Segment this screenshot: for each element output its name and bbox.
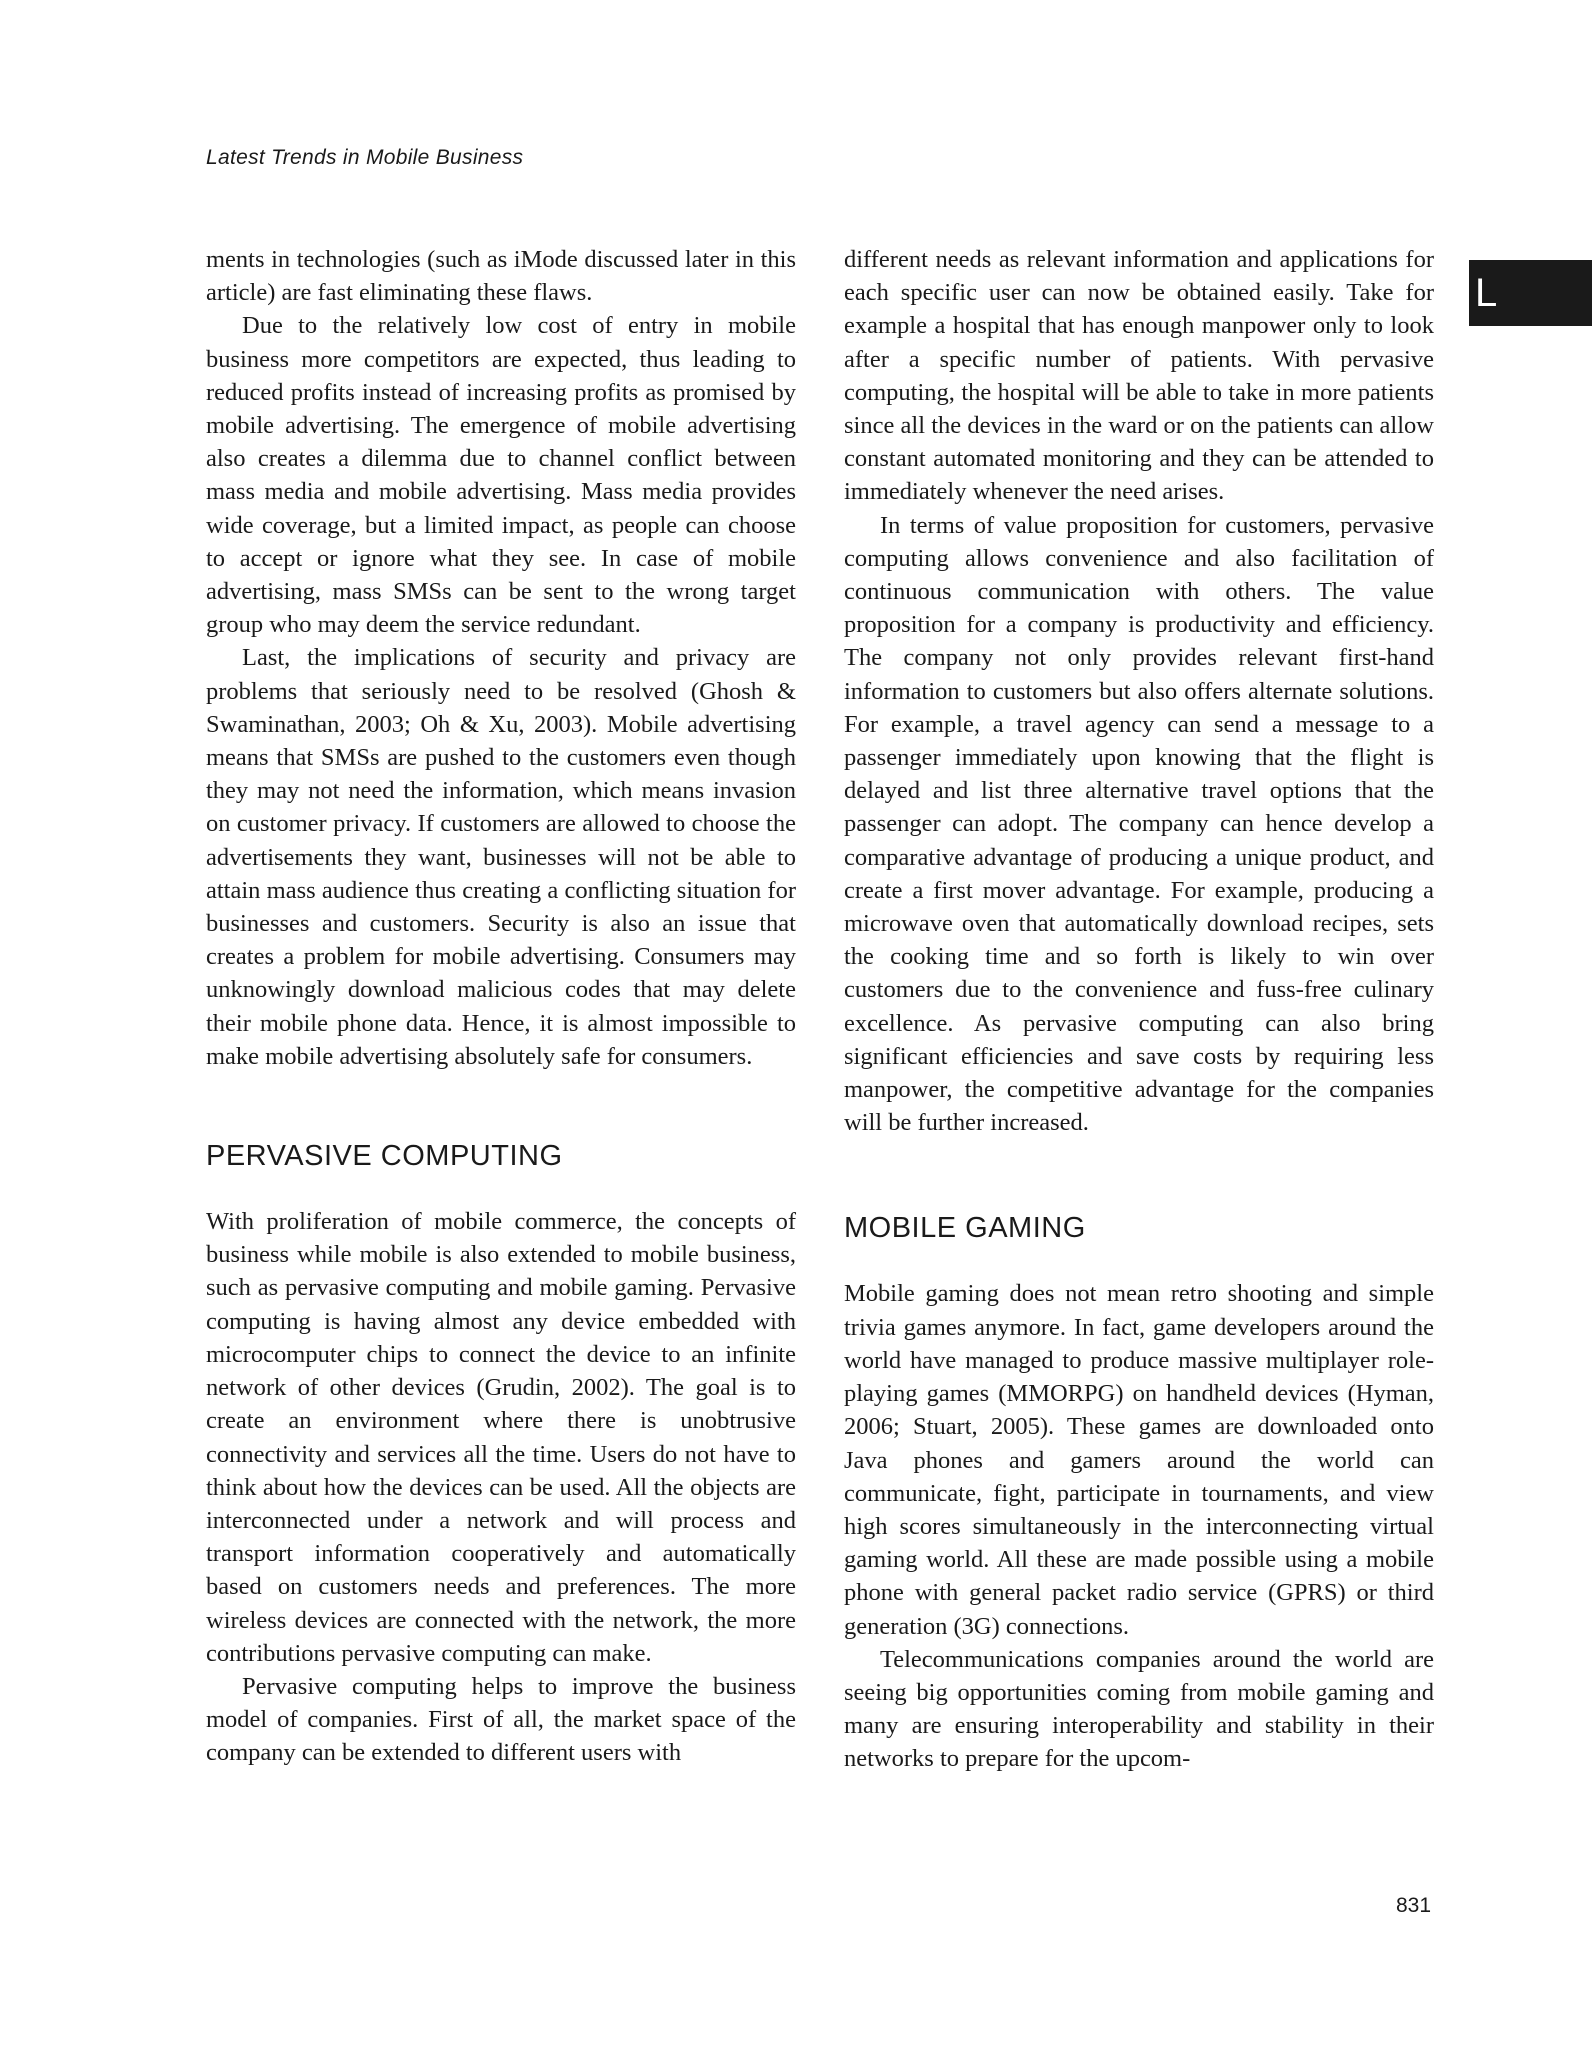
section-heading-mobile-gaming: MOBILE GAMING bbox=[844, 1212, 1086, 1245]
section-letter-tab: L bbox=[1469, 260, 1592, 326]
paragraph: Pervasive computing helps to improve the business model of companies. First of all, the market space of the company can be extended to different users with bbox=[206, 1672, 796, 1767]
section-heading-pervasive-computing: PERVASIVE COMPUTING bbox=[206, 1140, 563, 1173]
right-column bbox=[844, 243, 1434, 1776]
paragraph: Mobile gaming does not mean retro shooting and simple trivia games anymore. In fact, game developers around the world have managed to produce massive multiplayer role-playing games (MMORPG) on handheld devices (Hyman, 2006; Stuart, 2005). These games are downloaded onto Java phones and gamers around the world can communicate, fight, participate in tournaments, and view high scores simultaneously in the interconnecting virtual gaming world. All these are made possible using a mobile phone with general packet radio service (GPRS) or third generation (3G) connections. bbox=[844, 1280, 1434, 1640]
left-column bbox=[206, 243, 796, 1770]
paragraph: Last, the implications of security and privacy are problems that seriously need to be resolved (Ghosh & Swaminathan, 2003; Oh & Xu, 2003). Mobile advertising means that SMSs are pushed to the customers even though they may not need the information, which means invasion on customer privacy. If customers are allowed to choose the advertisements they want, businesses will not be able to attain mass audience thus creating a conflicting situation for businesses and customers. Security is also an issue that creates a problem for mobile advertising. Consumers may unknowingly download malicious codes that may delete their mobile phone data. Hence, it is almost impossible to make mobile advertising absolutely safe for consumers. bbox=[206, 644, 796, 1070]
paragraph: ments in technologies (such as iMode discussed later in this article) are fast eliminating these flaws. bbox=[206, 246, 796, 307]
paragraph: In terms of value proposition for customers, pervasive computing allows convenience and also facilitation of continuous communication with others. The value proposition for a company is productivity and efficiency. The company not only provides relevant first-hand information to customers but also offers alternate solutions. For example, a travel agency can send a message to a passenger immediately upon knowing that the flight is delayed and list three alternative travel options that the passenger can adopt. The company can hence develop a comparative advantage of producing a unique product, and create a first mover advantage. For example, producing a microwave oven that automatically download recipes, sets the cooking time and so forth is likely to win over customers due to the convenience and fuss-free culinary excellence. As pervasive computing can also bring significant efficiencies and save costs by requiring less manpower, the competitive advantage for the companies will be further increased. bbox=[844, 511, 1434, 1137]
paragraph: different needs as relevant information and applications for each specific user can now be obtained easily. Take for example a hospital that has enough manpower only to look after a specific number of patients. With pervasive computing, the hospital will be able to take in more patients since all the devices in the ward or on the patients can allow constant automated monitoring and they can be attended to immediately whenever the need arises. bbox=[844, 246, 1434, 506]
running-title: Latest Trends in Mobile Business bbox=[206, 146, 524, 169]
paragraph: With proliferation of mobile commerce, the concepts of business while mobile is also extended to mobile business, such as pervasive computing and mobile gaming. Pervasive computing is having almost any device embedded with microcomputer chips to connect the device to an infinite network of other devices (Grudin, 2002). The goal is to create an environment where there is unobtrusive connectivity and services all the time. Users do not have to think about how the devices can be used. All the objects are interconnected under a network and will process and transport information cooperatively and automatically based on customers needs and preferences. The more wireless devices are connected with the network, the more contributions pervasive computing can make. bbox=[206, 1208, 796, 1667]
paragraph: Due to the relatively low cost of entry in mobile business more competitors are expected, thus leading to reduced profits instead of increasing profits as promised by mobile advertising. The emergence of mobile advertising also creates a dilemma due to channel conflict between mass media and mobile advertising. Mass media provides wide coverage, but a limited impact, as people can choose to accept or ignore what they see. In case of mobile advertising, mass SMSs can be sent to the wrong target group who may deem the service redundant. bbox=[206, 312, 796, 639]
paragraph: Telecommunications companies around the world are seeing big opportunities coming from mobile gaming and many are ensuring interoperability and stability in their networks to prepare for the upcom- bbox=[844, 1645, 1434, 1773]
page-number: 831 bbox=[1396, 1894, 1432, 1917]
